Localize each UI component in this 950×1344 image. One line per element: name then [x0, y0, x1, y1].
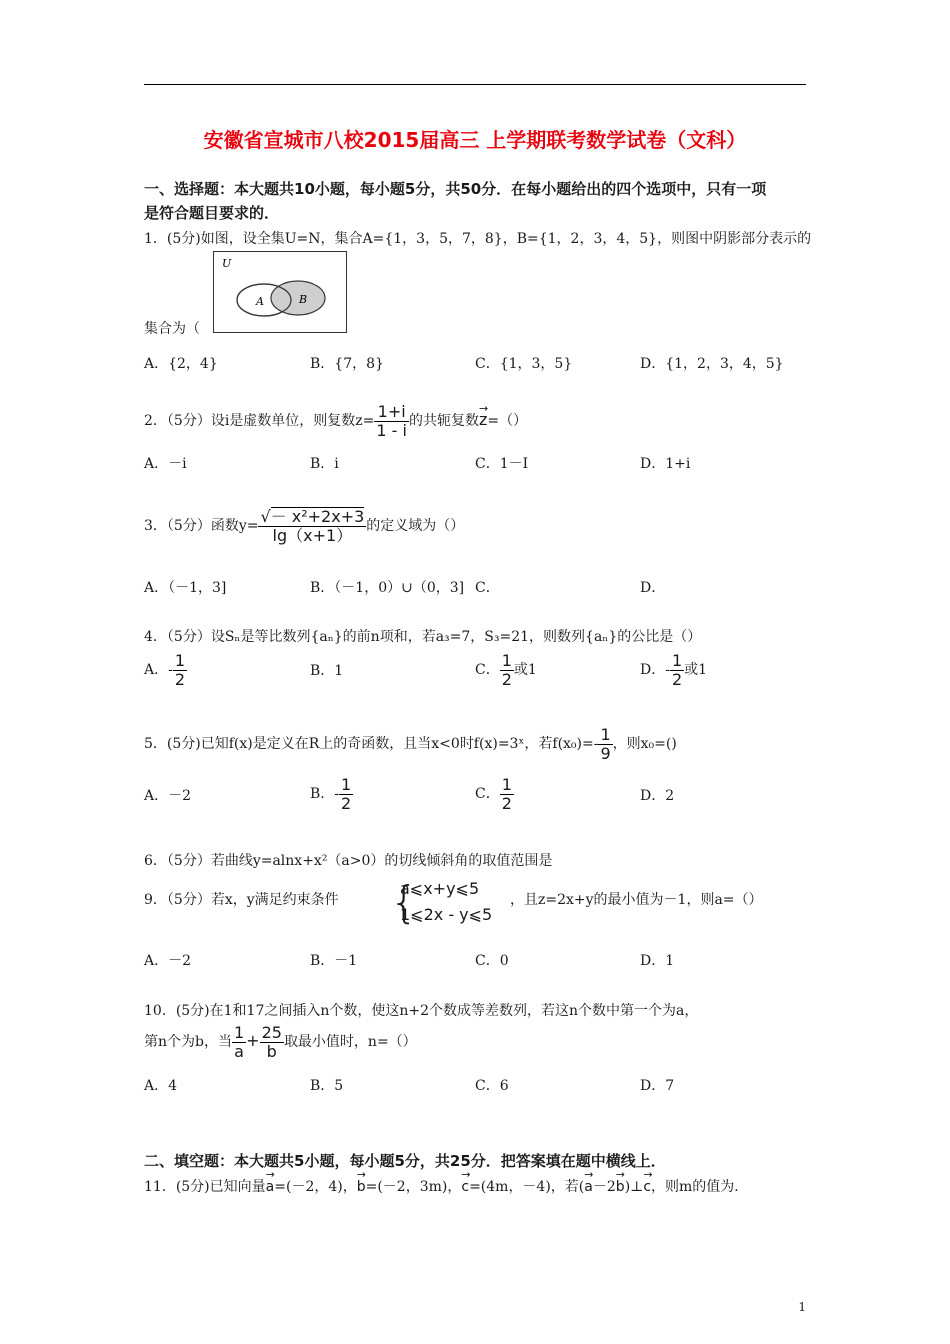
q11-vec-c2: → c: [643, 1179, 651, 1195]
q4-option-a-frac: [173, 652, 187, 688]
q5-option-d: D．2: [640, 788, 675, 804]
q4-option-d-frac: [670, 652, 684, 688]
q3-option-c: C．: [475, 580, 500, 596]
q11-t3: =(－2，3m)，: [365, 1179, 462, 1195]
q2-fraction: [374, 403, 409, 439]
q2-den: 1 - i: [376, 420, 407, 440]
q5-option-b-num: 1: [341, 775, 352, 794]
q5-den: 9: [600, 743, 611, 763]
q5-option-c-num: 1: [501, 775, 512, 794]
q9-post: ，且z=2x+y的最小值为－1，则a=（）: [510, 892, 763, 908]
brace-icon: {: [390, 877, 418, 928]
q4-option-c-num: 1: [501, 651, 512, 670]
q3-pre: 3．（5分）函数y=: [144, 518, 259, 534]
q11-vec-a2: → a: [584, 1179, 593, 1195]
venn-label-u: U: [222, 257, 232, 270]
q5-option-c: [475, 776, 514, 812]
header-rule: [144, 84, 806, 85]
q10-option-c: C．6: [475, 1078, 509, 1094]
q1-option-d: D．{1，2，3，4，5}: [640, 356, 784, 372]
q9-option-d: D．1: [640, 953, 675, 969]
q11-vec-c: → c: [461, 1179, 469, 1195]
q4-option-c-den: 2: [501, 669, 512, 689]
q4-option-d-label: D．: [640, 662, 666, 679]
q3-num: － x²+2x+3: [270, 507, 365, 527]
q4-option-c: [475, 652, 537, 688]
q3-option-a: A．（－1，3]: [144, 580, 227, 596]
q1-text: 1．(5分)如图，设全集U=N，集合A={1，3，5，7，8}，B={1，2，3，4，5}，则图中阴影部分表示的: [144, 231, 812, 247]
q11-t1: 11．(5分)已知向量: [144, 1179, 266, 1195]
q2-option-d: D．1+i: [640, 456, 691, 472]
q2-vec-z: → z: [479, 400, 487, 440]
q10-option-d: D．7: [640, 1078, 675, 1094]
q5-option-b: [310, 776, 353, 812]
q9-option-b: B．－1: [310, 953, 358, 969]
q10-post: 取最小值时，n=（）: [283, 1034, 417, 1050]
q5-option-c-frac: [500, 776, 514, 812]
q5-option-a: A．－2: [144, 788, 192, 804]
q10-f2-num: 25: [261, 1022, 282, 1042]
q5-option-b-sign: -: [334, 786, 340, 803]
q10-f2-den: b: [266, 1041, 277, 1061]
q5-fraction: [598, 726, 612, 762]
q10-f1-den: a: [234, 1041, 244, 1061]
venn-label-b: B: [299, 293, 308, 306]
q3-option-b: B．（－1，0）∪（0，3]: [310, 580, 465, 596]
q2-num: 1+i: [374, 403, 409, 422]
q11-vec-b2: → b: [616, 1179, 625, 1195]
q5-option-c-label: C．: [475, 786, 500, 803]
sqrt-icon: √: [260, 507, 271, 527]
section1-heading-line2: 是符合题目要求的．: [144, 204, 280, 222]
q3-option-d: D．: [640, 580, 666, 596]
q2-post: =（）: [487, 413, 528, 429]
q5-option-b-label: B．: [310, 786, 335, 803]
q10-frac2: [260, 1024, 284, 1060]
q4-option-d: [640, 652, 707, 688]
q4-option-b: B．1: [310, 663, 344, 679]
q10-line2: [144, 1021, 417, 1062]
q11-vec-b: → b: [357, 1179, 366, 1195]
q4-option-c-tail: 或1: [513, 662, 537, 679]
q5-line: [144, 724, 677, 764]
q10-line1: 10．(5分)在1和17之间插入n个数，使这n+2个数成等差数列，若这n个数中第一个为a，: [144, 1003, 699, 1019]
q1-option-b: B．{7，8}: [310, 356, 384, 372]
q2-pre: 2．（5分）设i是虚数单位，则复数z=: [144, 413, 375, 429]
q3-fraction: [258, 507, 366, 544]
q11-t6: )⊥: [624, 1179, 644, 1195]
q1-option-c: C．{1，3，5}: [475, 356, 573, 372]
q5-option-b-frac: [339, 776, 353, 812]
venn-svg: [214, 252, 346, 332]
q5-option-b-den: 2: [341, 793, 352, 813]
q5-pre: 5．(5分)已知f(x)是定义在R上的奇函数，且当x<0时f(x)=3ˣ，若f(x₀)=-: [144, 736, 599, 752]
page-number: 1: [798, 1300, 806, 1314]
q3-num-wrap: [258, 507, 366, 527]
q11-line: [144, 1176, 748, 1196]
q2-line: [144, 400, 527, 441]
section1-heading-line1: 一、选择题：本大题共10小题，每小题5分，共50分．在每小题给出的四个选项中，只有一项: [144, 180, 767, 198]
q4-option-a-den: 2: [174, 669, 186, 689]
q4-option-d-tail: 或1: [684, 662, 708, 679]
q6-text: 6．（5分）若曲线y=alnx+x²（a>0）的切线倾斜角的取值范围是: [144, 853, 553, 869]
q5-option-c-den: 2: [501, 793, 512, 813]
q9-option-c: C．0: [475, 953, 509, 969]
q11-t5: －2: [592, 1179, 616, 1195]
q9-pre: 9．（5分）若x，y满足约束条件: [144, 892, 339, 908]
venn-label-a: A: [256, 295, 264, 308]
q4-option-d-sign: -: [665, 662, 670, 679]
q4-option-a-sign: -: [168, 662, 173, 679]
q10-option-b: B．5: [310, 1078, 344, 1094]
q4-option-a-label: A．: [144, 662, 169, 679]
section2-heading: 二、填空题：本大题共5小题，每小题5分，共25分．把答案填在题中横线上．: [144, 1152, 666, 1170]
q2-mid: 的共轭复数: [408, 413, 479, 429]
q3-post: 的定义域为（）: [366, 518, 465, 534]
q4-option-c-label: C．: [475, 662, 500, 679]
q9-constraint-1: a⩽x+y⩽5: [400, 879, 480, 898]
q2-option-c: C．1－I: [475, 456, 529, 472]
page-title: 安徽省宣城市八校2015届高三 上学期联考数学试卷（文科）: [203, 128, 747, 152]
q1-option-a: A．{2，4}: [144, 356, 218, 372]
q4-option-a-num: 1: [174, 651, 186, 670]
q5-post: ，则x₀=(): [612, 736, 677, 752]
q10-f1-num: 1: [233, 1022, 245, 1042]
q11-t4: =(4m，－4)，若(: [469, 1179, 585, 1195]
q3-line: [144, 504, 464, 548]
q10-frac1: [232, 1024, 246, 1060]
q9-option-a: A．－2: [144, 953, 192, 969]
q5-num: 1: [600, 724, 611, 744]
q4-option-a: [144, 652, 187, 688]
q11-vec-a: → a: [266, 1179, 275, 1195]
q2-option-b: B．i: [310, 456, 339, 472]
q1-text2: 集合为（: [144, 321, 200, 337]
q2-option-a: A．－i: [144, 456, 187, 472]
q9-constraint-2: 1⩽2x - y⩽5: [400, 905, 493, 924]
q4-option-c-frac: [500, 652, 514, 688]
venn-diagram: [213, 251, 347, 333]
q11-t2: =(－2，4)，: [274, 1179, 357, 1195]
q4-option-d-den: 2: [671, 669, 683, 689]
q4-option-d-num: 1: [671, 651, 683, 670]
q11-t7: ，则m的值为．: [651, 1179, 749, 1195]
q10-option-a: A．4: [144, 1078, 178, 1094]
q3-den: lg（x+1）: [272, 526, 353, 545]
q4-text: 4．（5分）设Sₙ是等比数列{aₙ}的前n项和，若a₃=7，S₃=21，则数列{aₙ}的公比是（）: [144, 629, 702, 645]
q10-plus: +: [246, 1031, 260, 1050]
q10-pre: 第n个为b，当: [144, 1034, 232, 1050]
